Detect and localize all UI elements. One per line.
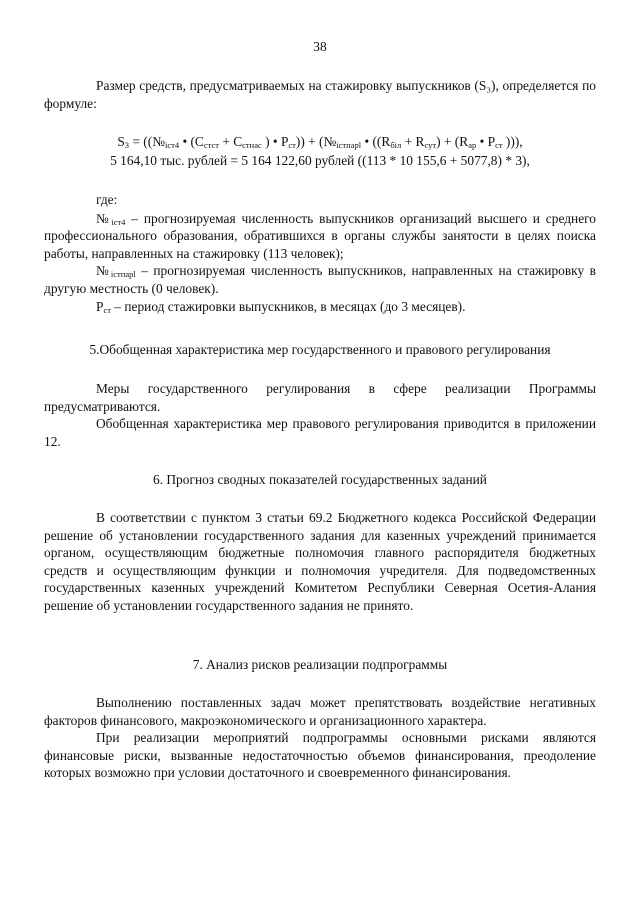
section-7-paragraph-1: Выполнению поставленных задач может препятствовать воздействие негативных факторов финансового, макроэкономического и организационного характера. bbox=[44, 695, 596, 728]
intro-paragraph bbox=[44, 77, 596, 112]
formula-line-1: $S_3$ = (($№_{іст4}$ • ($С_{стст} + С_{стнас}$ ) • $Р_{ст}$)) + ($№_{істпарl}$ • ($(R_{біл} + R_{сут}) + (R_{ар}$ • $Р_{ст}$ ))), bbox=[117, 134, 523, 150]
intro-text: Размер средств, предусматриваемых на стажировку выпускников (S₃), определяется по формуле: bbox=[44, 78, 596, 111]
section-5-paragraph-2: Обобщенная характеристика мер правового регулирования приводится в приложении 12. bbox=[44, 416, 596, 449]
section-5-body bbox=[44, 380, 596, 450]
formula-line-2: 5 164,10 тыс. рублей = 5 164 122,60 рублей ((113 * 10 155,6 + 5077,8) * 3), bbox=[110, 153, 530, 168]
definitions-block bbox=[44, 191, 596, 315]
where-label: где: bbox=[96, 192, 118, 207]
section-6-paragraph-1: В соответствии с пунктом 3 статьи 69.2 Бюджетного кодекса Российской Федерации решение об установлении государственного задания для казенных учреждений принимается органом, осуществляющим бюджетные полномочия главного распорядителя бюджетных средств и осуществляющим функции и полномочия учредителя. Для подведомственных государственных казенных учреждений Комитетом Республики Северная Осетия-Алания решение об установлении государственного задания не принято. bbox=[44, 510, 596, 613]
definition-3: $Р_{ст}$ – период стажировки выпускников, в месяцах (до 3 месяцев). bbox=[96, 298, 466, 315]
section-7-paragraph-2: При реализации мероприятий подпрограммы основными рисками являются финансовые риски, вызванные недостаточностью объемов финансирования, преодоление которых возможно при условии достаточного и своевременного финансирования. bbox=[44, 730, 596, 781]
section-7-heading: 7. Анализ рисков реализации подпрограммы bbox=[192, 657, 448, 672]
section-7-body bbox=[44, 694, 596, 782]
page-number: 38 bbox=[313, 39, 327, 54]
section-5-paragraph-1: Меры государственного регулирования в сфере реализации Программы предусматриваются. bbox=[44, 381, 596, 414]
section-5-heading: 5.Обобщенная характеристика мер государственного и правового регулирования bbox=[89, 342, 551, 357]
definition-1: $№_{іст4}$ – прогнозируемая численность выпускников организаций высшего и среднего профессионального образования, обратившихся в органы службы занятости в целях поиска работы, направленных на стажировку (113 человек); bbox=[44, 210, 596, 261]
formula-subscript: 3 bbox=[124, 140, 130, 150]
section-6-body bbox=[44, 509, 596, 615]
section-6-heading: 6. Прогноз сводных показателей государственных заданий bbox=[153, 472, 487, 487]
definition-2: $№_{істпарl}$ – прогнозируемая численность выпускников, направленных на стажировку в другую местность (0 человек). bbox=[44, 263, 596, 296]
